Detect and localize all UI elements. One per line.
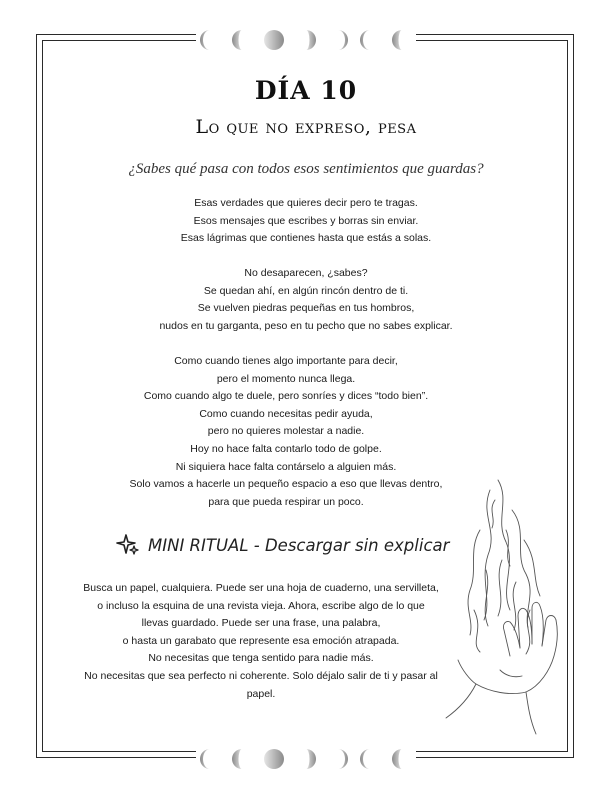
moon-phases-top (196, 26, 416, 54)
text-line: Se vuelven piedras pequeñas en tus hombros, (197, 302, 415, 315)
ritual-title: MINI RITUAL - Descargar sin explicar (148, 535, 450, 555)
text-line: Como cuando algo te duele, pero sonríes y dices “todo bien”. (143, 390, 429, 403)
moon-phase-icon (296, 28, 316, 52)
page-title: Lo que no expreso, pesa (195, 116, 417, 138)
moon-phase-icon (328, 28, 348, 52)
text-line: papel. (246, 687, 276, 700)
text-line: Esas verdades que quieres decir pero te tragas. (194, 197, 418, 209)
text-line: Como cuando necesitas pedir ayuda, (199, 407, 373, 420)
text-line: Hoy no hace falta contarlo todo de golpe. (190, 442, 382, 455)
text-line: Esas lágrimas que contienes hasta que estás a solas. (180, 232, 432, 245)
moon-phase-icon (360, 28, 380, 52)
text-line: No necesitas que sea perfecto ni coherente. Solo déjalo salir de ti y pasar al (84, 669, 438, 682)
moon-phase-icon (264, 747, 284, 771)
flame-hand-illustration (440, 470, 580, 750)
moon-phase-icon (392, 747, 412, 771)
text-line: o hasta un garabato que represente esa emoción atrapada. (122, 634, 400, 647)
ritual-heading (116, 533, 449, 557)
moon-phase-icon (264, 28, 284, 52)
text-line: No necesitas que tenga sentido para nadie más. (148, 652, 374, 665)
text-line: pero el momento nunca llega. (216, 372, 356, 385)
text-line: No desaparecen, ¿sabes? (244, 267, 368, 279)
moon-phase-icon (200, 28, 220, 52)
text-line: nudos en tu garganta, peso en tu pecho que no sabes explicar. (159, 319, 453, 332)
moon-phase-icon (232, 747, 252, 771)
text-line: Se quedan ahí, en algún rincón dentro de ti. (203, 284, 409, 297)
day-title: DÍA 10 (254, 76, 358, 105)
text-line: Busca un papel, cualquiera. Puede ser una hoja de cuaderno, una servilleta, (83, 582, 439, 594)
sparkle-icon (116, 533, 140, 557)
text-line: Esos mensajes que escribes y borras sin enviar. (193, 214, 419, 227)
moon-phase-icon (360, 747, 380, 771)
paragraph-2 (0, 265, 612, 335)
moon-phase-icon (232, 28, 252, 52)
text-line: Solo vamos a hacerle un pequeño espacio a eso que llevas dentro, (129, 478, 443, 491)
moon-phase-icon (296, 747, 316, 771)
text-line: Ni siquiera hace falta contárselo a alguien más. (175, 460, 397, 473)
text-line: o incluso la esquina de una revista vieja. Ahora, escribe algo de lo que (97, 599, 425, 612)
paragraph-1 (0, 195, 612, 248)
moon-phase-icon (392, 28, 412, 52)
text-line: para que pueda respirar un poco. (208, 495, 364, 508)
moon-phases-bottom (196, 745, 416, 773)
intro-question: ¿Sabes qué pasa con todos esos sentimientos que guardas? (128, 161, 484, 177)
moon-phase-icon (328, 747, 348, 771)
text-line: pero no quieres molestar a nadie. (207, 425, 365, 438)
text-line: Como cuando tienes algo importante para decir, (174, 355, 398, 367)
moon-phase-icon (200, 747, 220, 771)
text-line: llevas guardado. Puede ser una frase, una palabra, (141, 617, 381, 630)
